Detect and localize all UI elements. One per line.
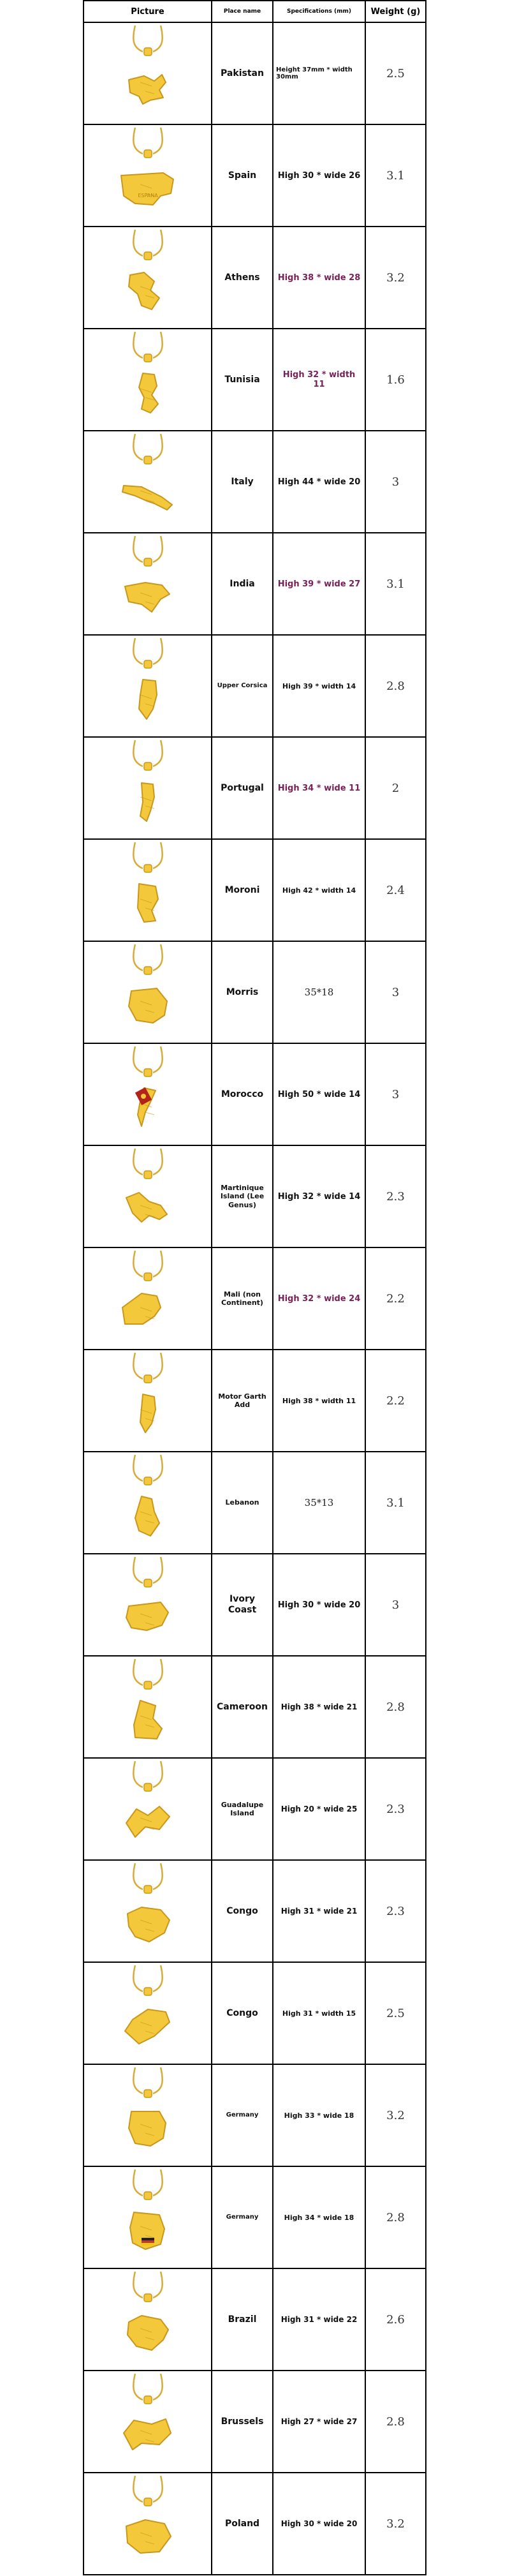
specification: High 44 * wide 20: [277, 477, 361, 487]
picture-cell: [84, 1860, 212, 1962]
header-row: [84, 1, 426, 22]
spec-cell: [273, 227, 365, 329]
weight-cell: [365, 839, 426, 941]
spec-cell: [273, 124, 365, 227]
place-cell: [212, 329, 273, 431]
weight-value: 3.1: [386, 1496, 405, 1510]
specification: High 31 * width 15: [282, 2009, 356, 2018]
pendant-image: [103, 1557, 193, 1653]
weight-cell: [365, 2268, 426, 2371]
specification: High 34 * wide 18: [284, 2213, 354, 2222]
weight-cell: [365, 1656, 426, 1758]
picture-cell: [84, 2371, 212, 2473]
place-name: Mali (non Continent): [221, 1290, 263, 1307]
weight-value: 3: [391, 1087, 400, 1101]
specification: High 34 * wide 11: [277, 783, 361, 793]
spec-cell: [273, 1758, 365, 1860]
table-row: [84, 1043, 426, 1145]
weight-cell: [365, 1554, 426, 1656]
pendant-image: [103, 128, 193, 223]
spec-cell: [273, 1554, 365, 1656]
weight-cell: [365, 329, 426, 431]
weight-value: 3: [391, 985, 400, 999]
place-name: Martinique Island (Lee Genus): [220, 1184, 265, 1209]
pendant-image: [103, 1659, 193, 1755]
weight-cell: [365, 1145, 426, 1247]
weight-cell: [365, 2371, 426, 2473]
table-row: [84, 941, 426, 1043]
pendant-image: [103, 2170, 193, 2265]
picture-cell: [84, 1452, 212, 1554]
pendant-image: [103, 434, 193, 530]
place-cell: [212, 1350, 273, 1452]
pendant-image: [103, 2272, 193, 2367]
table-row: [84, 329, 426, 431]
table-row: [84, 2371, 426, 2473]
place-cell: [212, 1758, 273, 1860]
weight-value: 2.4: [386, 883, 405, 897]
specification: High 38 * wide 28: [277, 272, 361, 283]
table-row: [84, 1452, 426, 1554]
weight-value: 2.5: [386, 66, 405, 80]
weight-cell: [365, 2064, 426, 2166]
specification: High 38 * width 11: [282, 1396, 356, 1405]
pendant-image: [103, 1149, 193, 1244]
specification: High 27 * wide 27: [280, 2417, 358, 2426]
table-row: [84, 2166, 426, 2268]
header-specifications: Specifications (mm): [273, 1, 365, 22]
place-name: Lebanon: [225, 1498, 259, 1507]
place-name: Poland: [224, 2518, 260, 2529]
weight-value: 2.3: [386, 1189, 405, 1203]
pendant-image: [103, 638, 193, 734]
place-name: Morris: [226, 986, 259, 997]
place-name: India: [229, 578, 255, 589]
picture-cell: [84, 839, 212, 941]
specification: High 38 * wide 21: [280, 1702, 358, 1711]
place-cell: [212, 1962, 273, 2064]
place-name: Portugal: [221, 782, 264, 793]
table-row: [84, 1860, 426, 1962]
specification: High 20 * wide 25: [280, 1805, 358, 1813]
weight-cell: [365, 431, 426, 533]
picture-cell: [84, 431, 212, 533]
place-cell: [212, 2064, 273, 2166]
weight-cell: [365, 737, 426, 839]
specification: High 39 * width 14: [282, 681, 356, 690]
table-row: [84, 1962, 426, 2064]
place-cell: [212, 431, 273, 533]
weight-value: 3: [391, 475, 400, 489]
place-name: Congo: [226, 2007, 258, 2018]
weight-value: 3.2: [386, 2108, 405, 2122]
place-name: Ivory Coast: [228, 1594, 257, 1615]
pendant-image: [103, 2476, 193, 2572]
spec-cell: [273, 1043, 365, 1145]
picture-cell: [84, 1554, 212, 1656]
table-row: [84, 533, 426, 635]
place-cell: [212, 1247, 273, 1350]
picture-cell: [84, 2166, 212, 2268]
table-row: [84, 227, 426, 329]
table-row: [84, 124, 426, 227]
picture-cell: [84, 329, 212, 431]
weight-value: 1.6: [386, 373, 405, 387]
weight-cell: [365, 941, 426, 1043]
spec-cell: [273, 839, 365, 941]
place-cell: [212, 227, 273, 329]
pendant-image: [103, 1863, 193, 1959]
weight-value: 2.8: [386, 1700, 405, 1714]
table-row: [84, 1350, 426, 1452]
weight-value: 3.1: [386, 577, 405, 591]
weight-value: 2.5: [386, 2006, 405, 2020]
picture-cell: [84, 635, 212, 737]
spec-cell: [273, 1656, 365, 1758]
weight-cell: [365, 1758, 426, 1860]
pendant-image: [103, 2374, 193, 2469]
table-row: [84, 431, 426, 533]
pendant-image: [103, 944, 193, 1040]
picture-cell: [84, 1962, 212, 2064]
table-row: [84, 1758, 426, 1860]
spec-cell: [273, 635, 365, 737]
place-cell: [212, 2371, 273, 2473]
weight-cell: [365, 1247, 426, 1350]
specification: High 33 * wide 18: [284, 2111, 354, 2120]
place-name: Guadalupe Island: [221, 1800, 264, 1817]
weight-value: 3.2: [386, 271, 405, 285]
specification: High 42 * width 14: [282, 886, 356, 895]
picture-cell: [84, 1247, 212, 1350]
pendant-image: [103, 1046, 193, 1142]
place-cell: [212, 2166, 273, 2268]
place-name: Upper Corsica: [217, 682, 268, 689]
spec-cell: [273, 1452, 365, 1554]
specification: High 31 * wide 22: [280, 2315, 358, 2324]
spec-cell: [273, 1145, 365, 1247]
place-cell: [212, 1656, 273, 1758]
spec-cell: [273, 2268, 365, 2371]
picture-cell: [84, 1758, 212, 1860]
specification: High 50 * wide 14: [277, 1089, 361, 1099]
specification: High 30 * wide 20: [277, 1600, 361, 1610]
place-cell: [212, 533, 273, 635]
place-cell: [212, 1145, 273, 1247]
pendant-image: [103, 1455, 193, 1551]
place-name: Morocco: [221, 1089, 264, 1099]
table-row: [84, 2064, 426, 2166]
table-row: [84, 1247, 426, 1350]
weight-value: 3: [391, 1598, 400, 1612]
weight-value: 2.3: [386, 1904, 405, 1918]
weight-cell: [365, 1860, 426, 1962]
weight-cell: [365, 124, 426, 227]
picture-cell: [84, 1656, 212, 1758]
specification: High 32 * wide 24: [277, 1293, 361, 1304]
place-name: Congo: [226, 1905, 258, 1916]
specification: High 39 * wide 27: [277, 579, 361, 589]
table-row: [84, 2268, 426, 2371]
place-cell: [212, 2268, 273, 2371]
pendant-image: [103, 26, 193, 121]
table-row: [84, 839, 426, 941]
header-weight: Weight (g): [365, 1, 426, 22]
picture-cell: [84, 1350, 212, 1452]
weight-value: 2.2: [386, 1292, 405, 1306]
specification: 35*18: [304, 986, 334, 998]
table-row: [84, 1656, 426, 1758]
weight-cell: [365, 533, 426, 635]
weight-value: 3.2: [386, 2517, 405, 2531]
place-name: Pakistan: [221, 68, 264, 78]
picture-cell: [84, 227, 212, 329]
pendant-image: [103, 536, 193, 632]
pendant-image: [103, 2067, 193, 2163]
weight-value: 2.2: [386, 1394, 405, 1408]
place-name: Cameroon: [217, 1701, 268, 1712]
spec-cell: [273, 1860, 365, 1962]
table-row: [84, 1145, 426, 1247]
place-name: Moroni: [224, 884, 260, 895]
weight-value: 2: [391, 781, 400, 795]
specification: High 32 * width 11: [282, 370, 356, 389]
weight-value: 2.3: [386, 1802, 405, 1816]
place-cell: [212, 1860, 273, 1962]
header-place-name: Place name: [212, 1, 273, 22]
spec-cell: [273, 1962, 365, 2064]
pendant-image: [103, 740, 193, 836]
picture-cell: [84, 22, 212, 124]
picture-cell: [84, 124, 212, 227]
weight-cell: [365, 1962, 426, 2064]
weight-value: 3.1: [386, 168, 405, 182]
pendant-image: [103, 1353, 193, 1448]
place-cell: [212, 635, 273, 737]
place-cell: [212, 1452, 273, 1554]
product-spec-table: [83, 0, 426, 2575]
picture-cell: [84, 1145, 212, 1247]
picture-cell: [84, 2473, 212, 2575]
weight-cell: [365, 1350, 426, 1452]
place-name: Athens: [224, 272, 260, 283]
place-cell: [212, 737, 273, 839]
spec-cell: [273, 329, 365, 431]
picture-cell: [84, 941, 212, 1043]
spec-cell: [273, 2473, 365, 2575]
place-name: Germany: [226, 2214, 259, 2221]
place-cell: [212, 2473, 273, 2575]
table-row: [84, 737, 426, 839]
specification: High 31 * wide 21: [280, 1907, 358, 1916]
place-cell: [212, 839, 273, 941]
specification: High 30 * wide 20: [280, 2519, 358, 2528]
pendant-image: [103, 1761, 193, 1857]
spec-cell: [273, 2371, 365, 2473]
weight-cell: [365, 2166, 426, 2268]
table-row: [84, 22, 426, 124]
weight-cell: [365, 635, 426, 737]
specification: High 32 * wide 14: [277, 1191, 361, 1202]
picture-cell: [84, 533, 212, 635]
spec-cell: [273, 533, 365, 635]
weight-cell: [365, 227, 426, 329]
place-cell: [212, 1554, 273, 1656]
weight-value: 2.8: [386, 2415, 405, 2429]
weight-cell: [365, 1452, 426, 1554]
spec-cell: [273, 1247, 365, 1350]
specification: High 30 * wide 26: [277, 170, 361, 181]
place-name: Germany: [226, 2111, 259, 2118]
pendant-image: [103, 1965, 193, 2061]
place-name: Motor Garth Add: [218, 1392, 266, 1409]
weight-value: 2.6: [386, 2312, 405, 2327]
place-name: Brussels: [221, 2416, 264, 2427]
weight-cell: [365, 22, 426, 124]
svg-text:ESPANA: ESPANA: [137, 193, 158, 198]
picture-cell: [84, 1043, 212, 1145]
place-name: Brazil: [228, 2314, 257, 2325]
weight-value: 2.8: [386, 2210, 405, 2224]
place-name: Spain: [228, 170, 257, 181]
weight-cell: [365, 1043, 426, 1145]
table-row: [84, 635, 426, 737]
table-row: [84, 1554, 426, 1656]
pendant-image: [103, 332, 193, 428]
place-cell: [212, 124, 273, 227]
weight-value: 2.8: [386, 679, 405, 693]
pendant-image: [103, 842, 193, 938]
specification: Height 37mm * width 30mm: [276, 66, 353, 80]
spec-cell: [273, 1350, 365, 1452]
pendant-image: [103, 230, 193, 325]
spec-cell: [273, 22, 365, 124]
spec-cell: [273, 2166, 365, 2268]
picture-cell: [84, 2064, 212, 2166]
spec-cell: [273, 431, 365, 533]
picture-cell: [84, 737, 212, 839]
place-cell: [212, 1043, 273, 1145]
spec-cell: [273, 941, 365, 1043]
spec-cell: [273, 2064, 365, 2166]
pendant-image: [103, 1251, 193, 1346]
weight-cell: [365, 2473, 426, 2575]
header-picture: Picture: [84, 1, 212, 22]
specification: 35*13: [304, 1497, 334, 1508]
place-cell: [212, 941, 273, 1043]
place-cell: [212, 22, 273, 124]
place-name: Italy: [231, 476, 254, 487]
spec-cell: [273, 737, 365, 839]
place-name: Tunisia: [224, 374, 260, 385]
table-row: [84, 2473, 426, 2575]
picture-cell: [84, 2268, 212, 2371]
